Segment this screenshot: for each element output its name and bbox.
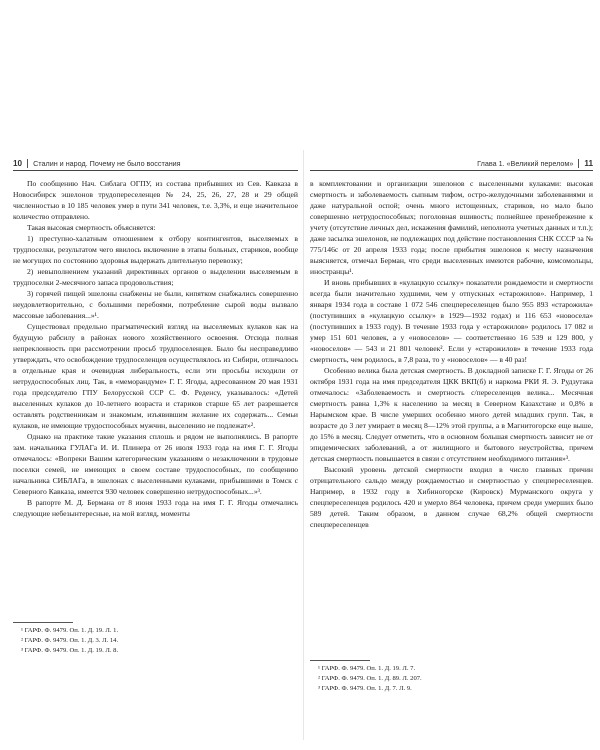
left-footnotes <box>13 622 298 656</box>
list-item: 1) преступно-халатным отношением к отбору контингентов, выселяемых в трудпоселки, результатом чего явилось включение в этапы больных, стариков, вообще не могущих по состоянию здоровья выдержать длительную перевозку; <box>13 234 298 265</box>
footnote-rule <box>310 660 370 661</box>
paragraph: Высокий уровень детской смертности входил в число главных причин отрицательного сальдо между рождаемостью и смертностью у спецпереселенцев. Например, в 1932 году в Хибиногорске (Кировск) Мурманского округа у спецпереселенцев родилось 420 и умерло 864 человека, причем среди умерших было 589 детей. Таким образом, в данном случае 68,2% общей смертности спецпереселенцев <box>310 465 593 529</box>
footnote: ² ГАРФ. Ф. 9479. Оп. 1. Д. 3. Л. 14. <box>21 637 119 644</box>
list-item: 3) горячей пищей эшелоны снабжены не были, кипятком снабжались совершенно неудовлетворительно, с большими перебоями, потребление сырой воды вызвало массовые заболевания...»¹. <box>13 289 298 320</box>
book-spine <box>303 150 304 740</box>
right-footnotes <box>310 660 593 694</box>
page-number: 11 <box>584 158 593 168</box>
paragraph: И вновь прибывших в «кулацкую ссылку» показатели рождаемости и смертности всегда были значительно худшими, чем у отпускных «старожилов». Например, 1 января 1934 года в составе 1 072 546 спецпереселенцев было 955 893 «старожила» (поступивших в «кулацкую ссылку» в 1929—1932 годах) и 116 653 «новосела» (поступивших в 1933 году). В течение 1933 года у «старожилов» родилось 17 082 и умер 151 601 человек, а у «новоселов» — соответственно 16 539 и 129 800, у «новоселов» — 543 и 21 801 человек². Если у «старожилов» в течение 1933 года смертность, чем родилось, в 7,8 раза, то у «новоселов» — в 40 раз! <box>310 278 593 364</box>
paragraph: По сообщению Нач. Сиблага ОГПУ, из состава прибывших из Сев. Кавказа в Новосибирск эшелонов трудопереселенцев № 24, 25, 26, 27, 28 и 29 общей численностью в 10 185 человек умер в пути 341 человек, т.е. 3,3%, и еще значительное количество отправлено. <box>13 179 298 221</box>
paragraph: Существовал предельно прагматический взгляд на выселяемых кулаков как на будущую рабсилу в районах нового хозяйственного освоения. Отсюда полная непреклонность при рассмотрении просьб трудпоселенцев. Было бы несправедливо утверждать, что освобождение трудпоселенцев осуществлялось из Сибири, отличалось в отдельные края и очевидная либеральность, если эти просьбы исходили от нетрудоспособных лиц. Так, в «меморандуме» Г. Г. Ягоды, адресованном 20 мая 1931 года председателю ГПУ Белорусской ССР С. Ф. Реденсу, указывалось: «Детей выселенных кулаков до 10-летнего возраста и стариков старше 65 лет разрешается оставлять родственникам и знакомым, изъявившим желание их содержать... Семьи кулаков, не имеющие трудоспособных мужчин, выселению не подлежат»². <box>13 322 298 430</box>
footnote: ³ ГАРФ. Ф. 9479. Оп. 1. Д. 19. Л. 8. <box>21 647 119 654</box>
paragraph: Такая высокая смертность объясняется: <box>27 223 156 232</box>
header-divider <box>27 159 28 168</box>
running-title: Глава 1. «Великий перелом» <box>477 158 574 168</box>
list-item: 2) невыполнением указаний директивных органов о выделении выселяемым в трудпоселки 2-месячного запаса продовольствия; <box>13 267 298 287</box>
footnote-rule <box>13 622 73 623</box>
right-page-body <box>310 178 593 530</box>
paragraph: Однако на практике такие указания сплошь и рядом не выполнялись. В рапорте зам. начальника ГУЛАГа И. И. Плинера от 26 июля 1933 года на имя Г. Г. Ягоды отмечалось: «Вопреки Вашим категорическим указаниям о незаключении в трудовые поселки семей, не имеющих в своем составе трудоспособных, по сообщению начальника СИБЛАГа, в эшелонах с выселенными кулаками, прибывшими в Томск с Северного Кавказа, имеется 930 человек совершенно нетрудоспособных...»³. <box>13 432 298 496</box>
footnote: ² ГАРФ. Ф. 9479. Оп. 1. Д. 89. Л. 207. <box>318 675 422 682</box>
running-title: Сталин и народ. Почему не было восстания <box>33 158 181 168</box>
right-page-header <box>310 156 593 171</box>
left-page-body <box>13 178 298 519</box>
right-page <box>310 156 593 731</box>
left-page-header <box>13 156 298 171</box>
footnote: ¹ ГАРФ. Ф. 9479. Оп. 1. Д. 19. Л. 1. <box>21 627 119 634</box>
footnote: ³ ГАРФ. Ф. 9479. Оп. 1. Д. 7. Л. 9. <box>318 685 412 692</box>
paragraph: в комплектовании и организации эшелонов с выселенными кулаками: высокая смертность и заболеваемость сыпным тифом, остро-желудочными заболеваниями и даже натуральной оспой; очень много истощенных, стариков, но мало было совершенно нетрудоспособных; поголовная вшивость; полнейшее пренебрежение к учету (отсутствие личных дел, искажения фамилий, неполнота учетных данных и т.п.); даже засылка эшелонов, не подлежащих под действие постановления СНК СССР за № 775/146с от 20 апреля 1933 года; после прибытия эшелонов к месту назначения выясняется, отмечал Берман, что среди выселенных имеются рабочие, комсомольцы, иностранцы¹. <box>310 179 593 276</box>
header-divider <box>578 159 579 168</box>
paragraph: Особенно велика была детская смертность. В докладной записке Г. Г. Ягоды от 26 октября 1931 года на имя председателя ЦКК ВКП(б) и наркома РКИ Я. Э. Рудзутака отмечалось: «Заболеваемость и смертность с/переселенцев велика... Месячная смертность равна 1,3% к населению за месяц в Северном Казахстане и 0,8% в Нарымском крае. В числе умерших особенно много детей младших групп. Так, в возрасте до 3 лет умирает в месяц 8—12% этой группы, а в Магнитогорске еще выше, до 15% в месяц. Следует отметить, что в основном большая смертность зависит не от эпидемических заболеваний, а от жилищного и бытового неустройства, причем детская смертность повышается в связи с отсутствием необходимого питания»³. <box>310 366 593 463</box>
left-page <box>13 156 298 731</box>
footnote: ¹ ГАРФ. Ф. 9479. Оп. 1. Д. 19. Л. 7. <box>318 665 416 672</box>
page-number: 10 <box>13 158 23 168</box>
paragraph: В рапорте М. Д. Бермана от 8 июня 1933 года на имя Г. Г. Ягоды отмечались следующие небезынтересные, на мой взгляд, моменты <box>13 498 298 518</box>
